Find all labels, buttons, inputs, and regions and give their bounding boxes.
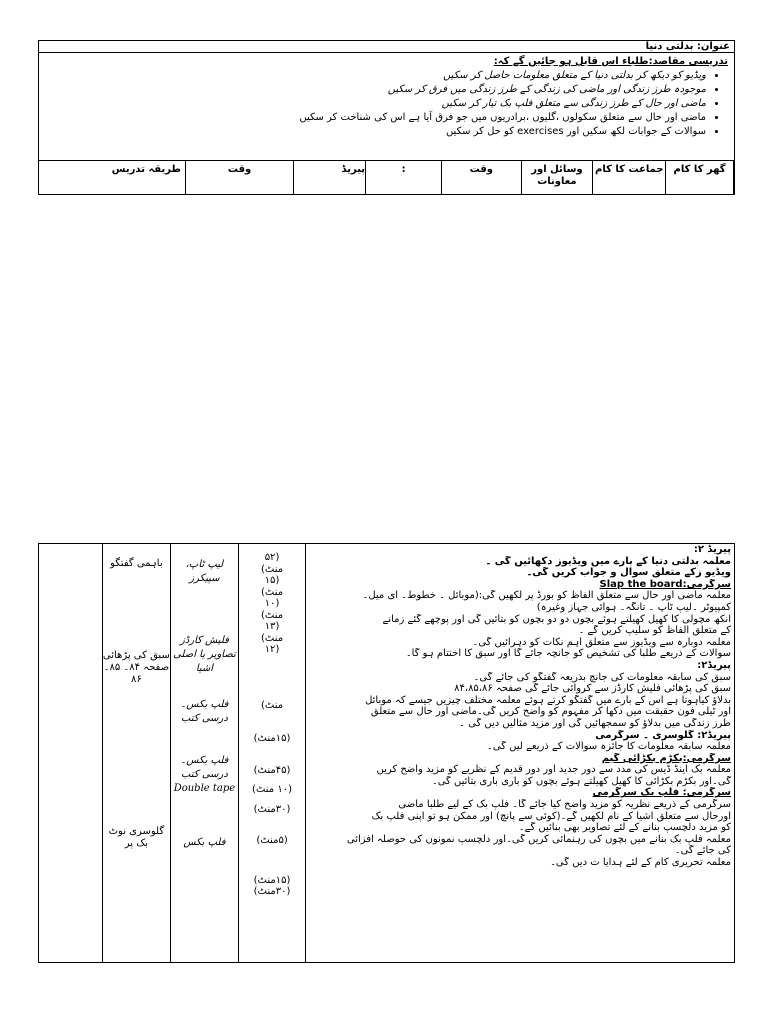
classwork-item: گلوسری نوٹ بک پر xyxy=(108,826,165,849)
activity-line: اور ٹیلی فون حقیقت میں دکھا کر مفہوم کو واضح کریں گی۔ماضی اور حال سے متعلق xyxy=(370,706,731,718)
time-entry: (۳۰منٹ) xyxy=(253,803,291,815)
activity-line: ویڈیو زکے متعلق سوال و جواب کریں گی۔ xyxy=(526,567,731,579)
activity-line: معلمہ تحریری کام کے لئے ہدایا ت دیں گی۔ xyxy=(550,857,731,869)
lesson-activities-cell xyxy=(306,544,735,963)
resource-item: فلپ بکس۔ درسی کتب Double tape xyxy=(173,755,236,794)
time-entry: منٹ) xyxy=(260,586,284,598)
column-header-row xyxy=(39,161,735,195)
objective-item: • ماضی اور حال سے متعلق سکولوں ،گلیوں ،برادریوں میں جو فرق آیا ہے اس کی شناخت کر سکیں xyxy=(45,111,706,125)
header-period: پیریڈ xyxy=(294,161,366,195)
resource-item: لیپ ٹاپ، سپیکرز xyxy=(185,559,224,584)
objective-item: • سوالات کے جوابات لکھ سکیں اور exercises کو حل کر سکیں xyxy=(45,125,706,139)
header-colon: : xyxy=(366,161,442,195)
activity-line: گی۔اور بکڑم بکڑائی کا کھیل کھیلتے ہوئے بچوں کو باری باری بتائیں گی۔ xyxy=(431,775,731,787)
activity-line: بدلاؤ کیاہوتا ہے اس کے بارے میں گفتگو کرتے ہوئے معلمہ مختلف چیزیں جیسے کہ موبائل xyxy=(365,694,731,706)
activity-line: پیریڈ ۲: xyxy=(693,544,731,555)
activity-line: کمپیوٹر ۔لیپ ٹاپ ۔ تانگہ۔ ہوائی جہاز وغیرہ) xyxy=(536,601,731,613)
lesson-plan-body-table xyxy=(38,543,735,963)
header-resources: وسائل اور معاونات xyxy=(521,161,593,195)
activity-line: سبق کی سابقہ معلومات کی جانچ بذریعہ گفتگو کی جائے گی۔ xyxy=(473,671,731,683)
time-entry: (۱۲ xyxy=(264,644,280,655)
time-entry: (۱۵منٹ) xyxy=(253,874,291,886)
time-entry: (۴۵منٹ) xyxy=(253,764,291,776)
homework-column xyxy=(39,544,103,963)
activity-line: معلمہ ماضی اور حال سے متعلق الفاظ کو بورڈ پر لکھیں گی:(موبائل ۔ خطوط۔ ای میل۔ xyxy=(362,590,731,602)
activity-line: سوالات کے ذریعے طلبا کی تشخیص کو جانچہ جائے گا اور سبق کا اختتام ہو گا۔ xyxy=(405,648,731,660)
lesson-title: عنوان: بدلتی دنیا xyxy=(39,41,735,53)
activity-line: معلمہ بدلتی دنیا کے بارے میں ویڈیوز دکھائیں گی ۔ xyxy=(485,555,731,567)
activity-line: سرگرمی:بکڑم بکڑائی گیم xyxy=(601,752,731,764)
activity-line: سرگرمی:Slap the board xyxy=(599,578,731,590)
time-list xyxy=(239,552,306,898)
time-entry: (۵منٹ) xyxy=(256,835,288,846)
activity-line: کی جائے گی۔ xyxy=(674,845,731,857)
time-entry: منٹ) xyxy=(260,699,284,711)
time-entry: (۱۵منٹ) xyxy=(253,733,291,744)
header-classwork: جماعت کا کام xyxy=(593,161,666,195)
activity-line: معلمہ فلپ بک بنانے میں بچوں کی رہنمائی کریں گی۔اور دلچسپ نمونوں کی حوصلہ افزائی xyxy=(346,833,731,845)
activity-line: پیریڈ۲: گلوسری ۔ سرگرمی xyxy=(595,729,731,741)
time-entry: (۱۰ منٹ) xyxy=(252,784,292,795)
objective-item: • ویڈیو کو دیکھ کر بدلتی دنیا کے متعلق معلومات حاصل کر سکیں xyxy=(45,69,706,83)
time-column xyxy=(238,544,306,963)
resource-item: فلپ بکس xyxy=(183,837,226,848)
activity-line: معلمہ سابقہ معلومات کا جائزہ سوالات کے ذریعے لیں گی۔ xyxy=(487,741,731,753)
time-entry: منٹ) xyxy=(260,563,284,575)
time-entry: (۱۳ xyxy=(264,621,280,632)
objective-item: • ماضی اور حال کے طرز زندگی سے متعلق فلپ بک تیار کر سکیں xyxy=(45,97,706,111)
time-entry: (۱۵ xyxy=(264,575,280,586)
activity-line: آنکھ مچولی کا کھیل کھیلتے ہوئے بچوں دو دو بچوں کو بتائیں گی اور پوچھے گئے زمانے xyxy=(382,613,731,625)
time-entry: (۵۲ xyxy=(264,552,280,563)
activity-line: طرز زندگی میں بدلاؤ کو سمجھائیں گی اور مزید مثالیں دیں گی ۔ xyxy=(459,717,731,729)
activity-line: معلمہ بک اینڈ ڈیس کی مدد سے دور جدید اور دور قدیم کے نظریے کو مزید واضح کریں xyxy=(376,764,731,776)
lesson-plan-header-table xyxy=(38,40,735,195)
activity-line: کے متعلق الفاظ کو سلیپ کریں گے ۔ xyxy=(578,625,731,637)
activity-line: کو مزید دلچسپ بنانے کے لئے تصاویر بھی بنائیں گے۔ xyxy=(518,822,731,834)
resources-column xyxy=(171,544,239,963)
objectives-list xyxy=(45,69,728,139)
header-time-2: وقت xyxy=(442,161,521,195)
classwork-item: باہمی گفتگو xyxy=(110,558,163,569)
activity-line: معلمہ دوبارہ سے ویڈیوز سے متعلق اہم نکات کو دہرائیں گی۔ xyxy=(472,636,731,648)
activity-line: پیریڈ۲: xyxy=(697,659,731,671)
header-homework: گھر کا کام xyxy=(666,161,734,195)
resource-item: فلیش کارڈز تصاویر یا اصلی اشیا xyxy=(173,635,236,674)
objectives-heading: تدریسی مقاصد:طلباء اس قابل ہو جائیں گے کہ: xyxy=(493,56,728,67)
time-entry: منٹ) xyxy=(260,609,284,621)
classwork-column xyxy=(102,544,171,963)
time-entry: (۱۰ xyxy=(264,598,280,609)
activity-line: سرگرمی کے ذریعے نظریہ کو مزید واضح کیا جائے گا۔ فلپ بک کے لیے طلبا ماضی xyxy=(398,799,731,811)
header-method: طریقہ تدریس xyxy=(39,161,186,195)
time-entry: (۳۰منٹ) xyxy=(253,886,291,897)
classwork-item: سبق کی پڑھائی صفحہ ۸۴۔ ۸۵۔۸۶ xyxy=(102,650,170,685)
activities-text xyxy=(309,544,731,869)
objective-item: • موجودہ طرز زندگی اور ماضی کی زندگی کے طرز زندگی میں فرق کر سکیں xyxy=(45,83,706,97)
resource-item: فلپ بکس۔ درسی کتب xyxy=(180,699,229,724)
header-time: وقت xyxy=(185,161,293,195)
activity-line: اورحال سے متعلق اشیا کے نام لکھیں گے۔(کوئی سے پانچ) اور ممکن ہو تو اپنی فلپ بک xyxy=(371,810,731,822)
activity-line: سبق کی پڑھائی فلیش کارڈز سے کروائی جائے گی صفحہ ۸۴،۸۵،۸۶ xyxy=(454,683,731,695)
objectives-section xyxy=(39,53,735,161)
time-entry: منٹ) xyxy=(260,632,284,644)
activity-line: سرگرمی: فلپ بک سرگرمی xyxy=(592,787,731,799)
